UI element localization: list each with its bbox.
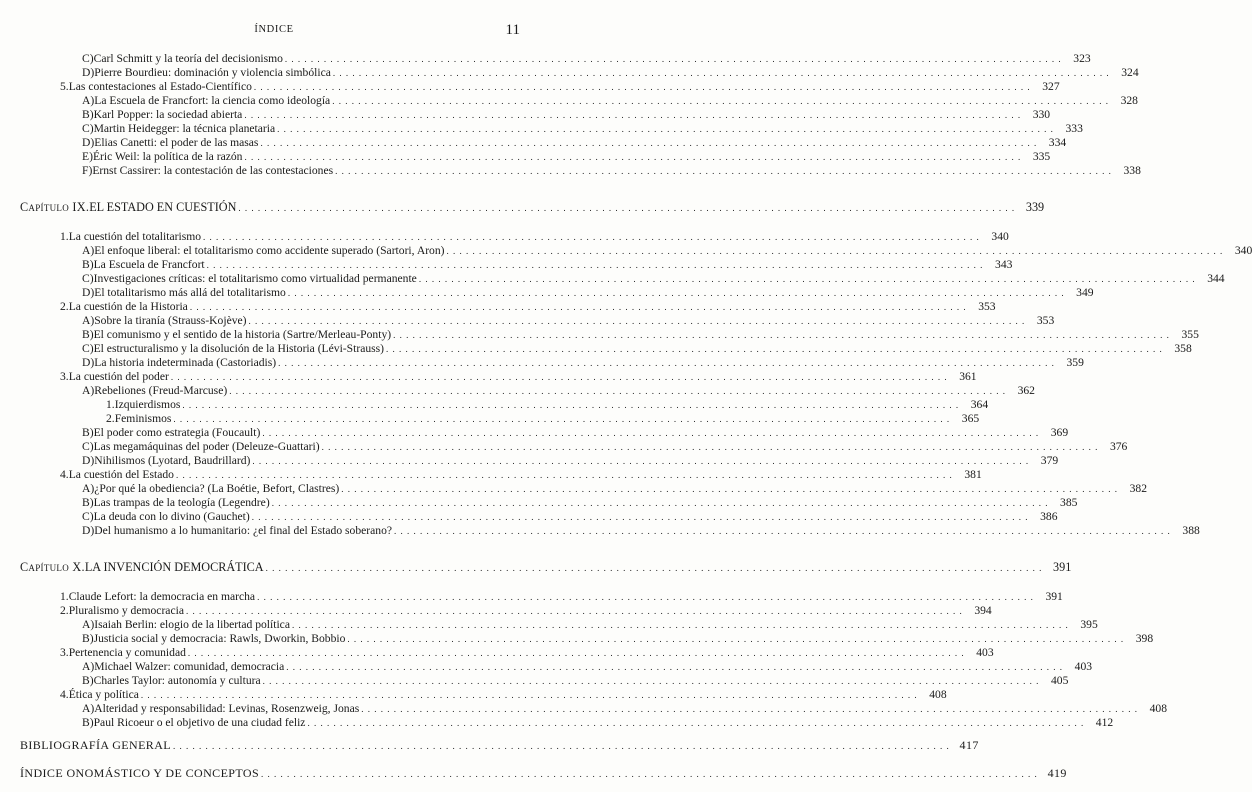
toc-entry bbox=[82, 618, 1098, 632]
page-ref: 353 bbox=[1036, 314, 1055, 327]
page-ref: 353 bbox=[978, 300, 996, 313]
entry-label: E) bbox=[82, 150, 93, 163]
dot-leader: . . . . . . . . . . . . . . . . . . . . . . . . . . . . . . . . . . . . . . . . . . . . . . . . . . . . . . . . . . . . . . . . . . . . . . . . . . . . . . . . . . . . . . . . . . . . . . . . . . . . . . . . . . . . . . . . . . . . . . . . bbox=[361, 704, 1138, 714]
page-ref: 335 bbox=[1032, 150, 1051, 163]
toc-entry bbox=[82, 122, 1083, 136]
toc-entry bbox=[82, 454, 1059, 468]
entry-label: A) bbox=[82, 482, 95, 495]
entry-title: La cuestión de la Historia bbox=[68, 300, 188, 313]
page-ref: 323 bbox=[1073, 52, 1091, 65]
page-ref: 338 bbox=[1123, 164, 1141, 177]
entry-title: Las contestaciones al Estado-Científico bbox=[68, 80, 252, 93]
entry-title: Isaiah Berlin: elogio de la libertad política bbox=[94, 618, 290, 631]
section-entry bbox=[20, 738, 979, 752]
dot-leader: . . . . . . . . . . . . . . . . . . . . . . . . . . . . . . . . . . . . . . . . . . . . . . . . . . . . . . . . . . . . . . . . . . . . . . . . . . . . . . . . . . . . . . . . . . . . . . . . . . . . . . . . . . . . . . . . . . . . . . . . bbox=[347, 634, 1125, 644]
entry-label: 3. bbox=[60, 646, 69, 659]
dot-leader: . . . . . . . . . . . . . . . . . . . . . . . . . . . . . . . . . . . . . . . . . . . . . . . . . . . . . . . . . . . . . . . . . . . . . . . . . . . . . . . . . . . . . . . . . . . . . . . . . . . . . . . . . . . . . . . . . . . . . . . . bbox=[182, 400, 960, 410]
page-ref: 362 bbox=[1017, 384, 1035, 397]
toc-entry bbox=[82, 716, 1114, 730]
toc-entry bbox=[82, 286, 1094, 300]
entry-title: Carl Schmitt y la teoría del decisionismo bbox=[93, 52, 283, 65]
entry-label: B) bbox=[82, 632, 94, 645]
dot-leader: . . . . . . . . . . . . . . . . . . . . . . . . . . . . . . . . . . . . . . . . . . . . . . . . . . . . . . . . . . . . . . . . . . . . . . . . . . . . . . . . . . . . . . . . . . . . . . . . . . . . . . . . . . . . . . . . . . . . . . . . bbox=[244, 152, 1022, 162]
entry-label: B) bbox=[82, 108, 94, 121]
entry-title: Martin Heidegger: la técnica planetaria bbox=[93, 122, 276, 135]
page-ref: 408 bbox=[1149, 702, 1167, 715]
toc-entry bbox=[82, 426, 1069, 440]
entry-title: Nihilismos (Lyotard, Baudrillard) bbox=[94, 454, 251, 467]
toc-entry bbox=[82, 244, 1252, 258]
entry-label: C) bbox=[82, 342, 94, 355]
dot-leader: . . . . . . . . . . . . . . . . . . . . . . . . . . . . . . . . . . . . . . . . . . . . . . . . . . . . . . . . . . . . . . . . . . . . . . . . . . . . . . . . . . . . . . . . . . . . . . . . . . . . . . . . . . . . . . . . . . . . . . . . bbox=[248, 316, 1026, 326]
dot-leader: . . . . . . . . . . . . . . . . . . . . . . . . . . . . . . . . . . . . . . . . . . . . . . . . . . . . . . . . . . . . . . . . . . . . . . . . . . . . . . . . . . . . . . . . . . . . . . . . . . . . . . . . . . . . . . . . . . . . . . . . bbox=[170, 372, 948, 382]
dot-leader: . . . . . . . . . . . . . . . . . . . . . . . . . . . . . . . . . . . . . . . . . . . . . . . . . . . . . . . . . . . . . . . . . . . . . . . . . . . . . . . . . . . . . . . . . . . . . . . . . . . . . . . . . . . . . . . . . . . . . . . . bbox=[287, 288, 1065, 298]
dot-leader: . . . . . . . . . . . . . . . . . . . . . . . . . . . . . . . . . . . . . . . . . . . . . . . . . . . . . . . . . . . . . . . . . . . . . . . . . . . . . . . . . . . . . . . . . . . . . . . . . . . . . . . . . . . . . . . . . . . . . . . . bbox=[307, 718, 1085, 728]
dot-leader: . . . . . . . . . . . . . . . . . . . . . . . . . . . . . . . . . . . . . . . . . . . . . . . . . . . . . . . . . . . . . . . . . . . . . . . . . . . . . . . . . . . . . . . . . . . . . . . . . . . . . . . . . . . . . . . . . . . . . . . . bbox=[173, 414, 951, 424]
entry-label: A) bbox=[82, 384, 95, 397]
dot-leader: . . . . . . . . . . . . . . . . . . . . . . . . . . . . . . . . . . . . . . . . . . . . . . . . . . . . . . . . . . . . . . . . . . . . . . . . . . . . . . . . . . . . . . . . . . . . . . . . . . . . . . . . . . . . . . . . . . . . . . . . bbox=[393, 330, 1170, 340]
entry-title: La cuestión del poder bbox=[68, 370, 169, 383]
entry-title: Paul Ricoeur o el objetivo de una ciudad feliz bbox=[93, 716, 306, 729]
entry-title: Alteridad y responsabilidad: Levinas, Rosenzweig, Jonas bbox=[94, 702, 360, 715]
page-ref: 324 bbox=[1121, 66, 1139, 79]
dot-leader: . . . . . . . . . . . . . . . . . . . . . . . . . . . . . . . . . . . . . . . . . . . . . . . . . . . . . . . . . . . . . . . . . . . . . . . . . . . . . . . . . . . . . . . . . . . . . . . . . . . . . . . . . . . . . . . . . . . . . . . . bbox=[187, 648, 965, 658]
entry-label: A) bbox=[82, 94, 95, 107]
page-ref: 403 bbox=[976, 646, 994, 659]
entry-label: 1. bbox=[60, 230, 69, 243]
dot-leader: . . . . . . . . . . . . . . . . . . . . . . . . . . . . . . . . . . . . . . . . . . . . . . . . . . . . . . . . . . . . . . . . . . . . . . . . . . . . . . . . . . . . . . . . . . . . . . . . . . . . . . . . . . . . . . . . . . . . . . . . bbox=[332, 68, 1110, 78]
toc-entry bbox=[106, 412, 980, 426]
entry-label: A) bbox=[82, 660, 95, 673]
entry-title: Sobre la tiranía (Strauss-Kojève) bbox=[94, 314, 247, 327]
entry-title: Las megamáquinas del poder (Deleuze-Guattari) bbox=[93, 440, 320, 453]
toc-entry bbox=[82, 136, 1067, 150]
entry-label: 3. bbox=[60, 370, 69, 383]
page-ref: 419 bbox=[1047, 766, 1067, 780]
toc-entry bbox=[82, 342, 1192, 356]
entry-title: El comunismo y el sentido de la historia (Sartre/Merleau-Ponty) bbox=[93, 328, 392, 341]
page-ref: 388 bbox=[1182, 524, 1200, 537]
toc-entry bbox=[82, 674, 1069, 688]
chapter-label: Capítulo IX. bbox=[20, 200, 90, 214]
entry-label: 2. bbox=[106, 412, 115, 425]
entry-label: D) bbox=[82, 524, 95, 537]
page-ref: 408 bbox=[929, 688, 947, 701]
entry-title: La cuestión del totalitarismo bbox=[68, 230, 202, 243]
toc-entry bbox=[82, 356, 1084, 370]
dot-leader: . . . . . . . . . . . . . . . . . . . . . . . . . . . . . . . . . . . . . . . . . . . . . . . . . . . . . . . . . . . . . . . . . . . . . . . . . . . . . . . . . . . . . . . . . . . . . . . . . . . . . . . . . . . . . . . . . . . . . . . . bbox=[277, 124, 1054, 134]
page-header bbox=[0, 22, 548, 42]
chapter-entry bbox=[20, 200, 1045, 214]
dot-leader: . . . . . . . . . . . . . . . . . . . . . . . . . . . . . . . . . . . . . . . . . . . . . . . . . . . . . . . . . . . . . . . . . . . . . . . . . . . . . . . . . . . . . . . . . . . . . . . . . . . . . . . . . . . . . . . . . . . . . . . . bbox=[173, 741, 950, 751]
dot-leader: . . . . . . . . . . . . . . . . . . . . . . . . . . . . . . . . . . . . . . . . . . . . . . . . . . . . . . . . . . . . . . . . . . . . . . . . . . . . . . . . . . . . . . . . . . . . . . . . . . . . . . . . . . . . . . . . . . . . . . . . bbox=[260, 138, 1038, 148]
entry-title: La historia indeterminada (Castoriadis) bbox=[94, 356, 277, 369]
entry-label: C) bbox=[82, 440, 94, 453]
toc-entry bbox=[82, 632, 1154, 646]
page-number: 11 bbox=[505, 22, 520, 38]
page-ref: 382 bbox=[1129, 482, 1147, 495]
dot-leader: . . . . . . . . . . . . . . . . . . . . . . . . . . . . . . . . . . . . . . . . . . . . . . . . . . . . . . . . . . . . . . . . . . . . . . . . . . . . . . . . . . . . . . . . . . . . . . . . . . . . . . . . . . . . . . . . . . . . . . . . bbox=[291, 620, 1069, 630]
entry-title: Izquierdismos bbox=[114, 398, 181, 411]
entry-label: 4. bbox=[60, 468, 69, 481]
toc-entry bbox=[82, 660, 1093, 674]
entry-label: C) bbox=[82, 52, 94, 65]
dot-leader: . . . . . . . . . . . . . . . . . . . . . . . . . . . . . . . . . . . . . . . . . . . . . . . . . . . . . . . . . . . . . . . . . . . . . . . . . . . . . . . . . . . . . . . . . . . . . . . . . . . . . . . . . . . . . . . . . . . . . . . . bbox=[321, 442, 1099, 452]
dot-leader: . . . . . . . . . . . . . . . . . . . . . . . . . . . . . . . . . . . . . . . . . . . . . . . . . . . . . . . . . . . . . . . . . . . . . . . . . . . . . . . . . . . . . . . . . . . . . . . . . . . . . . . . . . . . . . . . . . . . . . . . bbox=[189, 302, 967, 312]
dot-leader: . . . . . . . . . . . . . . . . . . . . . . . . . . . . . . . . . . . . . . . . . . . . . . . . . . . . . . . . . . . . . . . . . . . . . . . . . . . . . . . . . . . . . . . . . . . . . . . . . . . . . . . . . . . . . . . . . . . . . . . . bbox=[335, 166, 1112, 176]
toc-entry bbox=[60, 590, 1063, 604]
dot-leader: . . . . . . . . . . . . . . . . . . . . . . . . . . . . . . . . . . . . . . . . . . . . . . . . . . . . . . . . . . . . . . . . . . . . . . . . . . . . . . . . . . . . . . . . . . . . . . . . . . . . . . . . . . . . . . . . . . . . . . . . bbox=[394, 526, 1171, 536]
entry-title: Michael Walzer: comunidad, democracia bbox=[94, 660, 285, 673]
toc-entry bbox=[60, 468, 982, 482]
entry-title: El enfoque liberal: el totalitarismo como accidente superado (Sartori, Aron) bbox=[94, 244, 445, 257]
toc-entry bbox=[82, 314, 1055, 328]
page-ref: 361 bbox=[959, 370, 977, 383]
toc-entry bbox=[82, 482, 1147, 496]
page-ref: 417 bbox=[959, 738, 979, 752]
page-ref: 405 bbox=[1051, 674, 1069, 687]
entry-title: Karl Popper: la sociedad abierta bbox=[93, 108, 243, 121]
entry-label: D) bbox=[82, 286, 95, 299]
page-ref: 339 bbox=[1025, 200, 1045, 214]
entry-label: B) bbox=[82, 674, 94, 687]
entry-title: ¿Por qué la obediencia? (La Boétie, Befort, Clastres) bbox=[94, 482, 340, 495]
entry-title: Pertenencia y comunidad bbox=[68, 646, 186, 659]
page-ref: 327 bbox=[1042, 80, 1060, 93]
toc-entry bbox=[82, 150, 1051, 164]
entry-title: Ética y política bbox=[68, 688, 139, 701]
toc-entry bbox=[82, 52, 1091, 66]
toc-entry bbox=[60, 604, 992, 618]
entry-title: Rebeliones (Freud-Marcuse) bbox=[94, 384, 228, 397]
page-ref: 334 bbox=[1048, 136, 1067, 149]
entry-label: B) bbox=[82, 258, 94, 271]
entry-title: BIBLIOGRAFÍA GENERAL bbox=[20, 738, 171, 752]
dot-leader: . . . . . . . . . . . . . . . . . . . . . . . . . . . . . . . . . . . . . . . . . . . . . . . . . . . . . . . . . . . . . . . . . . . . . . . . . . . . . . . . . . . . . . . . . . . . . . . . . . . . . . . . . . . . . . . . . . . . . . . . bbox=[278, 358, 1055, 368]
page-ref: 376 bbox=[1109, 440, 1128, 453]
entry-label: 4. bbox=[60, 688, 69, 701]
toc-entry bbox=[82, 258, 1013, 272]
dot-leader: . . . . . . . . . . . . . . . . . . . . . . . . . . . . . . . . . . . . . . . . . . . . . . . . . . . . . . . . . . . . . . . . . . . . . . . . . . . . . . . . . . . . . . . . . . . . . . . . . . . . . . . . . . . . . . . . . . . . . . . . bbox=[341, 484, 1118, 494]
dot-leader: . . . . . . . . . . . . . . . . . . . . . . . . . . . . . . . . . . . . . . . . . . . . . . . . . . . . . . . . . . . . . . . . . . . . . . . . . . . . . . . . . . . . . . . . . . . . . . . . . . . . . . . . . . . . . . . . . . . . . . . . bbox=[286, 662, 1064, 672]
entry-label: 1. bbox=[60, 590, 69, 603]
dot-leader: . . . . . . . . . . . . . . . . . . . . . . . . . . . . . . . . . . . . . . . . . . . . . . . . . . . . . . . . . . . . . . . . . . . . . . . . . . . . . . . . . . . . . . . . . . . . . . . . . . . . . . . . . . . . . . . . . . . . . . . . bbox=[244, 110, 1022, 120]
dot-leader: . . . . . . . . . . . . . . . . . . . . . . . . . . . . . . . . . . . . . . . . . . . . . . . . . . . . . . . . . . . . . . . . . . . . . . . . . . . . . . . . . . . . . . . . . . . . . . . . . . . . . . . . . . . . . . . . . . . . . . . . bbox=[251, 512, 1029, 522]
entry-title: La Escuela de Francfort bbox=[93, 258, 205, 271]
entry-title: Ernst Cassirer: la contestación de las contestaciones bbox=[92, 164, 334, 177]
section-entry bbox=[20, 766, 1067, 780]
dot-leader: . . . . . . . . . . . . . . . . . . . . . . . . . . . . . . . . . . . . . . . . . . . . . . . . . . . . . . . . . . . . . . . . . . . . . . . . . . . . . . . . . . . . . . . . . . . . . . . . . . . . . . . . . . . . . . . . . . . . . . . . bbox=[446, 246, 1224, 256]
entry-title: Las trampas de la teología (Legendre) bbox=[93, 496, 270, 509]
toc-entry bbox=[82, 108, 1051, 122]
toc-entry bbox=[60, 300, 996, 314]
entry-label: C) bbox=[82, 272, 94, 285]
page-ref: 330 bbox=[1032, 108, 1051, 121]
dot-leader: . . . . . . . . . . . . . . . . . . . . . . . . . . . . . . . . . . . . . . . . . . . . . . . . . . . . . . . . . . . . . . . . . . . . . . . . . . . . . . . . . . . . . . . . . . . . . . . . . . . . . . . . . . . . . . . . . . . . . . . . bbox=[185, 606, 963, 616]
dot-leader: . . . . . . . . . . . . . . . . . . . . . . . . . . . . . . . . . . . . . . . . . . . . . . . . . . . . . . . . . . . . . . . . . . . . . . . . . . . . . . . . . . . . . . . . . . . . . . . . . . . . . . . . . . . . . . . . . . . . . . . . bbox=[261, 769, 1038, 779]
toc-entry bbox=[82, 66, 1139, 80]
dot-leader: . . . . . . . . . . . . . . . . . . . . . . . . . . . . . . . . . . . . . . . . . . . . . . . . . . . . . . . . . . . . . . . . . . . . . . . . . . . . . . . . . . . . . . . . . . . . . . . . . . . . . . . . . . . . . . . . . . . . . . . . bbox=[229, 386, 1006, 396]
entry-title: Claude Lefort: la democracia en marcha bbox=[68, 590, 256, 603]
page-ref: 355 bbox=[1181, 328, 1199, 341]
entry-title: El totalitarismo más allá del totalitarismo bbox=[94, 286, 286, 299]
dot-leader: . . . . . . . . . . . . . . . . . . . . . . . . . . . . . . . . . . . . . . . . . . . . . . . . . . . . . . . . . . . . . . . . . . . . . . . . . . . . . . . . . . . . . . . . . . . . . . . . . . . . . . . . . . . . . . . . . . . . . . . . bbox=[175, 470, 953, 480]
entry-title: Pluralismo y democracia bbox=[68, 604, 184, 617]
entry-title: Del humanismo a lo humanitario: ¿el final del Estado soberano? bbox=[94, 524, 393, 537]
toc-entry bbox=[60, 230, 1009, 244]
dot-leader: . . . . . . . . . . . . . . . . . . . . . . . . . . . . . . . . . . . . . . . . . . . . . . . . . . . . . . . . . . . . . . . . . . . . . . . . . . . . . . . . . . . . . . . . . . . . . . . . . . . . . . . . . . . . . . . . . . . . . . . . bbox=[265, 563, 1043, 573]
page-ref: 343 bbox=[995, 258, 1013, 271]
entry-title: Justicia social y democracia: Rawls, Dworkin, Bobbio bbox=[93, 632, 346, 645]
page-ref: 386 bbox=[1040, 510, 1058, 523]
entry-label: B) bbox=[82, 716, 94, 729]
toc-entry bbox=[60, 370, 977, 384]
page-ref: 333 bbox=[1065, 122, 1083, 135]
toc-entry bbox=[82, 702, 1167, 716]
dot-leader: . . . . . . . . . . . . . . . . . . . . . . . . . . . . . . . . . . . . . . . . . . . . . . . . . . . . . . . . . . . . . . . . . . . . . . . . . . . . . . . . . . . . . . . . . . . . . . . . . . . . . . . . . . . . . . . . . . . . . . . . bbox=[284, 54, 1062, 64]
page-ref: 344 bbox=[1207, 272, 1225, 285]
dot-leader: . . . . . . . . . . . . . . . . . . . . . . . . . . . . . . . . . . . . . . . . . . . . . . . . . . . . . . . . . . . . . . . . . . . . . . . . . . . . . . . . . . . . . . . . . . . . . . . . . . . . . . . . . . . . . . . . . . . . . . . . bbox=[332, 96, 1109, 106]
entry-label: 1. bbox=[106, 398, 115, 411]
toc-entry bbox=[82, 510, 1058, 524]
dot-leader: . . . . . . . . . . . . . . . . . . . . . . . . . . . . . . . . . . . . . . . . . . . . . . . . . . . . . . . . . . . . . . . . . . . . . . . . . . . . . . . . . . . . . . . . . . . . . . . . . . . . . . . . . . . . . . . . . . . . . . . . bbox=[386, 344, 1163, 354]
toc-entry bbox=[106, 398, 989, 412]
toc-entry bbox=[82, 94, 1138, 108]
entry-title: La cuestión del Estado bbox=[68, 468, 174, 481]
toc-entry bbox=[82, 164, 1141, 178]
page-ref: 412 bbox=[1095, 716, 1114, 729]
entry-title: El estructuralismo y la disolución de la Historia (Lévi-Strauss) bbox=[93, 342, 385, 355]
entry-label: D) bbox=[82, 66, 95, 79]
entry-label: 2. bbox=[60, 300, 69, 313]
page-ref: 381 bbox=[964, 468, 982, 481]
entry-label: B) bbox=[82, 426, 94, 439]
chapter-label: Capítulo X. bbox=[20, 560, 85, 574]
entry-title: Investigaciones críticas: el totalitarismo como virtualidad permanente bbox=[93, 272, 417, 285]
toc-entry bbox=[82, 440, 1128, 454]
dot-leader: . . . . . . . . . . . . . . . . . . . . . . . . . . . . . . . . . . . . . . . . . . . . . . . . . . . . . . . . . . . . . . . . . . . . . . . . . . . . . . . . . . . . . . . . . . . . . . . . . . . . . . . . . . . . . . . . . . . . . . . . bbox=[253, 82, 1031, 92]
dot-leader: . . . . . . . . . . . . . . . . . . . . . . . . . . . . . . . . . . . . . . . . . . . . . . . . . . . . . . . . . . . . . . . . . . . . . . . . . . . . . . . . . . . . . . . . . . . . . . . . . . . . . . . . . . . . . . . . . . . . . . . . bbox=[203, 232, 980, 242]
page-ref: 391 bbox=[1053, 560, 1072, 574]
toc-entry bbox=[60, 646, 994, 660]
entry-label: B) bbox=[82, 496, 94, 509]
toc-entry bbox=[82, 272, 1225, 286]
page-ref: 359 bbox=[1066, 356, 1084, 369]
page-ref: 391 bbox=[1045, 590, 1063, 603]
entry-title: El poder como estrategia (Foucault) bbox=[93, 426, 261, 439]
entry-label: 5. bbox=[60, 80, 69, 93]
entry-title: ÍNDICE ONOMÁSTICO Y DE CONCEPTOS bbox=[20, 766, 260, 780]
dot-leader: . . . . . . . . . . . . . . . . . . . . . . . . . . . . . . . . . . . . . . . . . . . . . . . . . . . . . . . . . . . . . . . . . . . . . . . . . . . . . . . . . . . . . . . . . . . . . . . . . . . . . . . . . . . . . . . . . . . . . . . . bbox=[418, 274, 1196, 284]
page-ref: 340 bbox=[991, 230, 1009, 243]
page-ref: 358 bbox=[1174, 342, 1192, 355]
dot-leader: . . . . . . . . . . . . . . . . . . . . . . . . . . . . . . . . . . . . . . . . . . . . . . . . . . . . . . . . . . . . . . . . . . . . . . . . . . . . . . . . . . . . . . . . . . . . . . . . . . . . . . . . . . . . . . . . . . . . . . . . bbox=[262, 676, 1040, 686]
toc-entry bbox=[82, 496, 1078, 510]
entry-label: D) bbox=[82, 136, 95, 149]
chapter-entry bbox=[20, 560, 1072, 574]
entry-label: A) bbox=[82, 618, 95, 631]
entry-title: La deuda con lo divino (Gauchet) bbox=[93, 510, 250, 523]
entry-label: C) bbox=[82, 510, 94, 523]
header-title: ÍNDICE bbox=[254, 24, 294, 35]
page-ref: 369 bbox=[1050, 426, 1069, 439]
entry-label: B) bbox=[82, 328, 94, 341]
dot-leader: . . . . . . . . . . . . . . . . . . . . . . . . . . . . . . . . . . . . . . . . . . . . . . . . . . . . . . . . . . . . . . . . . . . . . . . . . . . . . . . . . . . . . . . . . . . . . . . . . . . . . . . . . . . . . . . . . . . . . . . . bbox=[252, 456, 1030, 466]
entry-label: F) bbox=[82, 164, 93, 177]
page-ref: 340 bbox=[1234, 244, 1252, 257]
entry-title: La Escuela de Francfort: la ciencia como ideología bbox=[94, 94, 331, 107]
page-ref: 395 bbox=[1080, 618, 1098, 631]
entry-label: D) bbox=[82, 356, 95, 369]
toc-entry bbox=[82, 384, 1035, 398]
dot-leader: . . . . . . . . . . . . . . . . . . . . . . . . . . . . . . . . . . . . . . . . . . . . . . . . . . . . . . . . . . . . . . . . . . . . . . . . . . . . . . . . . . . . . . . . . . . . . . . . . . . . . . . . . . . . . . . . . . . . . . . . bbox=[262, 428, 1040, 438]
entry-label: 2. bbox=[60, 604, 69, 617]
entry-label: A) bbox=[82, 314, 95, 327]
dot-leader: . . . . . . . . . . . . . . . . . . . . . . . . . . . . . . . . . . . . . . . . . . . . . . . . . . . . . . . . . . . . . . . . . . . . . . . . . . . . . . . . . . . . . . . . . . . . . . . . . . . . . . . . . . . . . . . . . . . . . . . . bbox=[238, 203, 1016, 213]
toc-entry bbox=[82, 328, 1199, 342]
entry-title: Pierre Bourdieu: dominación y violencia simbólica bbox=[94, 66, 331, 79]
page-ref: 364 bbox=[970, 398, 989, 411]
entry-title: LA INVENCIÓN DEMOCRÁTICA bbox=[84, 560, 264, 574]
page-ref: 394 bbox=[974, 604, 992, 617]
entry-title: Éric Weil: la política de la razón bbox=[92, 150, 243, 163]
page-ref: 328 bbox=[1120, 94, 1138, 107]
page-ref: 349 bbox=[1076, 286, 1094, 299]
entry-label: D) bbox=[82, 454, 95, 467]
toc-entry bbox=[82, 524, 1200, 538]
toc-entry bbox=[60, 688, 947, 702]
entry-title: Charles Taylor: autonomía y cultura bbox=[93, 674, 261, 687]
entry-label: A) bbox=[82, 702, 95, 715]
dot-leader: . . . . . . . . . . . . . . . . . . . . . . . . . . . . . . . . . . . . . . . . . . . . . . . . . . . . . . . . . . . . . . . . . . . . . . . . . . . . . . . . . . . . . . . . . . . . . . . . . . . . . . . . . . . . . . . . . . . . . . . . bbox=[271, 498, 1049, 508]
entry-title: Feminismos bbox=[114, 412, 172, 425]
page-ref: 365 bbox=[961, 412, 980, 425]
page-ref: 398 bbox=[1135, 632, 1154, 645]
page-ref: 403 bbox=[1074, 660, 1093, 673]
entry-title: Elias Canetti: el poder de las masas bbox=[94, 136, 259, 149]
page-ref: 379 bbox=[1040, 454, 1059, 467]
entry-label: C) bbox=[82, 122, 94, 135]
dot-leader: . . . . . . . . . . . . . . . . . . . . . . . . . . . . . . . . . . . . . . . . . . . . . . . . . . . . . . . . . . . . . . . . . . . . . . . . . . . . . . . . . . . . . . . . . . . . . . . . . . . . . . . . . . . . . . . . . . . . . . . . bbox=[206, 260, 984, 270]
toc-entry bbox=[60, 80, 1060, 94]
page-ref: 385 bbox=[1060, 496, 1078, 509]
entry-label: A) bbox=[82, 244, 95, 257]
entry-title: EL ESTADO EN CUESTIÓN bbox=[89, 200, 237, 214]
dot-leader: . . . . . . . . . . . . . . . . . . . . . . . . . . . . . . . . . . . . . . . . . . . . . . . . . . . . . . . . . . . . . . . . . . . . . . . . . . . . . . . . . . . . . . . . . . . . . . . . . . . . . . . . . . . . . . . . . . . . . . . . bbox=[257, 592, 1034, 602]
dot-leader: . . . . . . . . . . . . . . . . . . . . . . . . . . . . . . . . . . . . . . . . . . . . . . . . . . . . . . . . . . . . . . . . . . . . . . . . . . . . . . . . . . . . . . . . . . . . . . . . . . . . . . . . . . . . . . . . . . . . . . . . bbox=[140, 690, 918, 700]
